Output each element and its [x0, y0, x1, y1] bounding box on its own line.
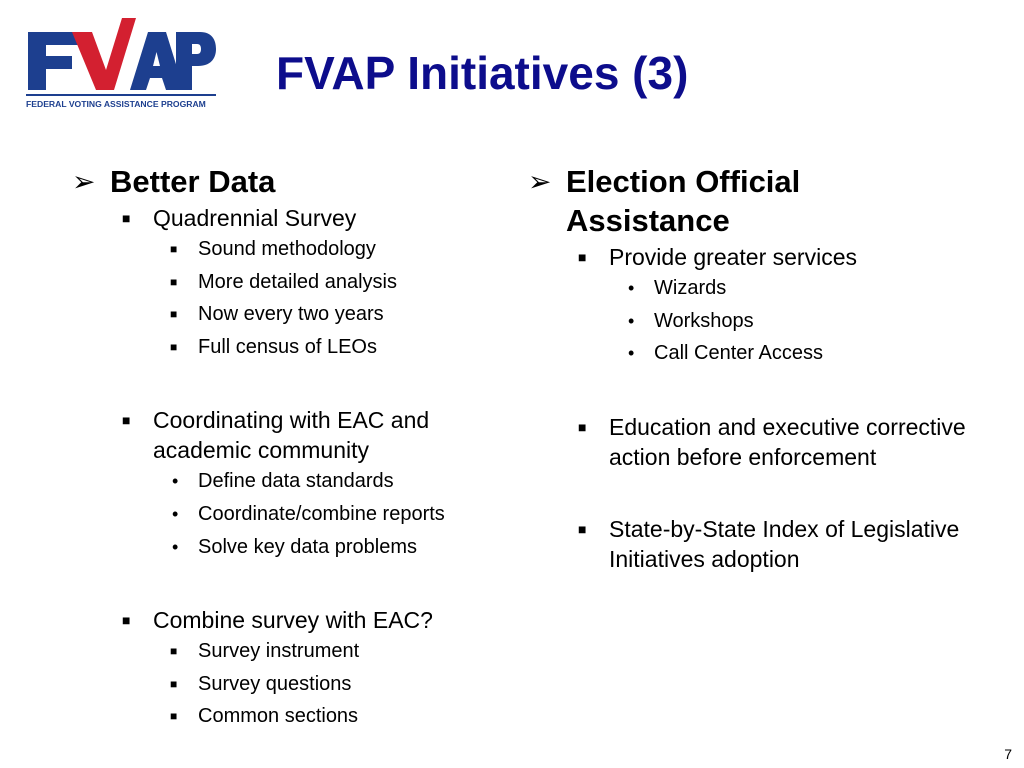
- item-label: Define data standards: [198, 470, 394, 493]
- list-item: [72, 465, 492, 498]
- square-bullet-icon: ■: [122, 412, 131, 429]
- heading-label: Better Data: [110, 164, 276, 199]
- list-item: [72, 266, 492, 299]
- item-label: Call Center Access: [654, 342, 823, 365]
- list-item: [72, 331, 492, 364]
- item-label: More detailed analysis: [198, 270, 397, 293]
- dot-bullet-icon: •: [628, 310, 635, 331]
- square-bullet-icon: ■: [170, 339, 178, 354]
- fvap-logo-tagline: FEDERAL VOTING ASSISTANCE PROGRAM: [26, 99, 206, 109]
- item-label: Provide greater services: [609, 244, 857, 270]
- list-item: [72, 531, 492, 564]
- square-bullet-icon: ■: [122, 210, 131, 226]
- square-bullet-icon: ■: [170, 644, 178, 659]
- list-item: [72, 605, 492, 635]
- item-label: Education and executive corrective action before enforcement: [609, 413, 966, 470]
- list-item: [72, 233, 492, 266]
- list-item: [528, 412, 968, 472]
- square-bullet-icon: ■: [170, 709, 178, 724]
- dot-bullet-icon: •: [172, 536, 179, 557]
- list-item: [528, 305, 968, 338]
- list-item: [72, 203, 492, 233]
- square-bullet-icon: ■: [170, 307, 178, 322]
- item-label: Sound methodology: [198, 238, 376, 260]
- arrow-bullet-icon: ➢: [528, 166, 552, 197]
- item-label: Solve key data problems: [198, 535, 418, 558]
- page-title: FVAP Initiatives (3): [276, 47, 689, 99]
- item-label: State-by-State Index of Legislative Initiatives adoption: [609, 515, 960, 572]
- page-number: 7: [1004, 746, 1012, 762]
- list-item: [72, 498, 492, 531]
- fvap-logo-graphic: [26, 18, 216, 110]
- item-label: Now every two years: [198, 303, 384, 326]
- square-bullet-icon: ■: [578, 520, 587, 537]
- item-label: Workshops: [654, 309, 754, 332]
- dot-bullet-icon: •: [172, 503, 179, 524]
- dot-bullet-icon: •: [628, 278, 635, 298]
- item-label: Survey instrument: [198, 640, 360, 663]
- dot-bullet-icon: •: [628, 343, 635, 364]
- square-bullet-icon: ■: [170, 676, 178, 691]
- left-column: [72, 162, 492, 733]
- dot-bullet-icon: •: [172, 471, 179, 492]
- list-item: [72, 700, 492, 733]
- list-item: [72, 635, 492, 668]
- heading-better-data: [72, 162, 492, 201]
- square-bullet-icon: ■: [170, 242, 178, 256]
- square-bullet-icon: ■: [170, 274, 178, 289]
- list-item: [528, 337, 968, 370]
- list-item: [72, 405, 492, 465]
- item-label: Common sections: [198, 705, 359, 728]
- heading-label: Election Official Assistance: [566, 164, 801, 238]
- item-label: Coordinate/combine reports: [198, 502, 445, 525]
- list-item: [528, 242, 968, 272]
- list-item: [528, 514, 968, 574]
- item-label: Quadrennial Survey: [153, 205, 357, 231]
- item-label: Wizards: [654, 277, 727, 299]
- square-bullet-icon: ■: [578, 249, 587, 265]
- right-column: [528, 162, 968, 574]
- item-label: Combine survey with EAC?: [153, 607, 433, 634]
- item-label: Survey questions: [198, 672, 352, 695]
- list-item: [72, 668, 492, 701]
- list-item: [72, 298, 492, 331]
- arrow-bullet-icon: ➢: [72, 166, 96, 197]
- item-label: Full census of LEOs: [198, 335, 377, 358]
- fvap-logo: [26, 18, 216, 110]
- heading-election-official-assistance: [528, 162, 968, 240]
- square-bullet-icon: ■: [578, 418, 587, 435]
- square-bullet-icon: ■: [122, 612, 131, 629]
- item-label: Coordinating with EAC and academic community: [153, 407, 430, 464]
- list-item: [528, 272, 968, 305]
